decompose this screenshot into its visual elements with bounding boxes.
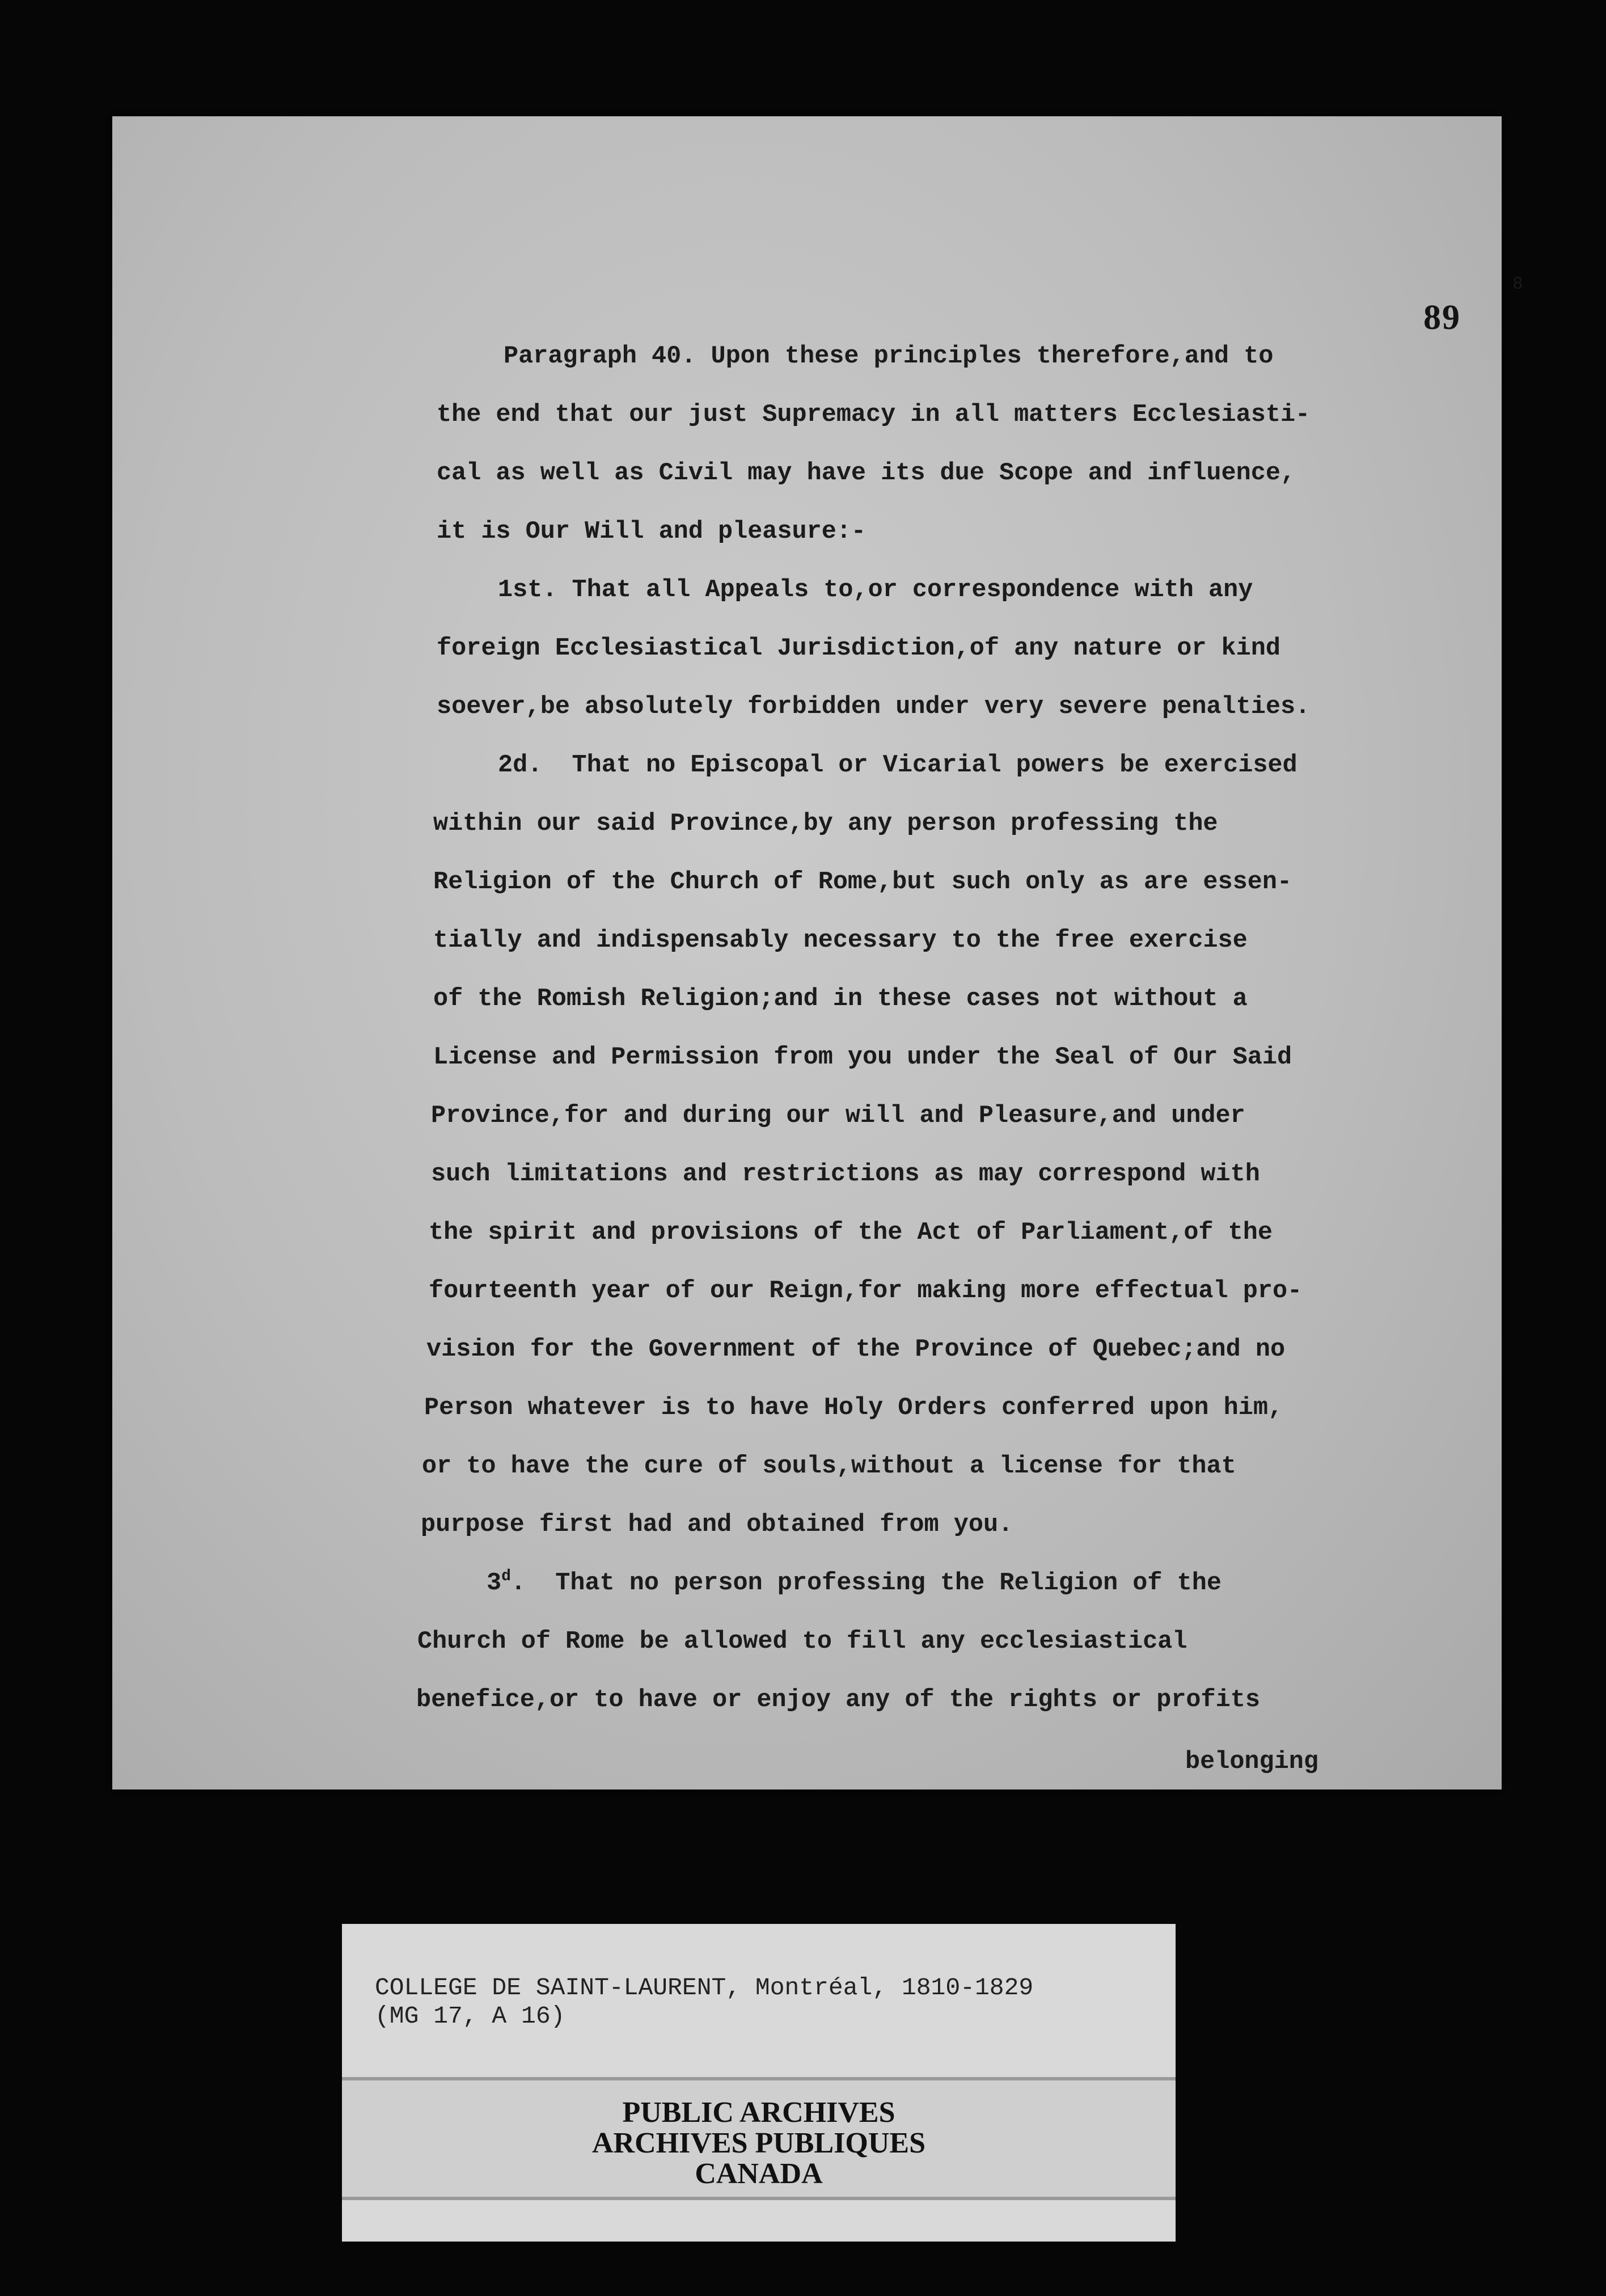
- stamp-line-french: ARCHIVES PUBLIQUES: [591, 2127, 926, 2159]
- text-line: 1st. That all Appeals to,or correspondence with any: [498, 576, 1253, 604]
- text-line: the spirit and provisions of the Act of Parliament,of the: [429, 1219, 1273, 1247]
- text-line: it is Our Will and pleasure:-: [437, 518, 867, 546]
- page-number: 89: [1423, 298, 1461, 337]
- text-line: or to have the cure of souls,without a license for that: [422, 1453, 1236, 1480]
- document-page: [112, 116, 1523, 1789]
- text-line: purpose first had and obtained from you.: [421, 1511, 1013, 1539]
- text-line: Church of Rome be allowed to fill any ecclesiastical: [417, 1628, 1187, 1656]
- text-line: of the Romish Religion;and in these cases not without a: [433, 985, 1248, 1013]
- text-line: cal as well as Civil may have its due Scope and influence,: [437, 459, 1296, 487]
- text-line: fourteenth year of our Reign,for making more effectual pro-: [429, 1277, 1303, 1305]
- item-3-text: . That no person professing the Religion of the: [510, 1569, 1222, 1597]
- text-line: Religion of the Church of Rome,but such only as are essen-: [433, 868, 1292, 896]
- collection-reference: [375, 1974, 1033, 2031]
- archive-label-card: [342, 1924, 1176, 2242]
- text-line: benefice,or to have or enjoy any of the rights or profits: [416, 1686, 1260, 1714]
- text-line: soever,be absolutely forbidden under very severe penalties.: [437, 693, 1311, 721]
- collection-title: COLLEGE DE SAINT-LAURENT, Montréal, 1810-1829: [375, 1974, 1034, 2002]
- text-line: Paragraph 40. Upon these principles therefore,and to: [504, 343, 1274, 370]
- frame-number: 8: [1513, 274, 1523, 293]
- text-line: Person whatever is to have Holy Orders conferred upon him,: [424, 1394, 1283, 1422]
- stamp-line-country: CANADA: [695, 2158, 823, 2190]
- catchword: belonging: [1185, 1748, 1318, 1776]
- text-line: foreign Ecclesiastical Jurisdiction,of any nature or kind: [437, 635, 1280, 662]
- text-line-item-3: [487, 1568, 1222, 1597]
- text-line: Province,for and during our will and Pleasure,and under: [431, 1102, 1245, 1130]
- item-3-number: 3: [487, 1569, 502, 1597]
- text-line: such limitations and restrictions as may correspond with: [431, 1160, 1260, 1188]
- item-3-superscript: d: [501, 1568, 511, 1585]
- text-line: vision for the Government of the Province of Quebec;and no: [426, 1336, 1286, 1364]
- stamp-line-english: PUBLIC ARCHIVES: [622, 2096, 895, 2129]
- text-line: 2d. That no Episcopal or Vicarial powers be exercised: [498, 752, 1298, 779]
- text-line: within our said Province,by any person professing the: [433, 810, 1218, 838]
- text-line: the end that our just Supremacy in all matters Ecclesiasti-: [437, 401, 1311, 429]
- collection-code: (MG 17, A 16): [375, 2002, 565, 2030]
- text-line: License and Permission from you under the Seal of Our Said: [433, 1044, 1292, 1071]
- archives-stamp: [342, 2077, 1176, 2200]
- text-line: tially and indispensably necessary to the free exercise: [433, 927, 1248, 955]
